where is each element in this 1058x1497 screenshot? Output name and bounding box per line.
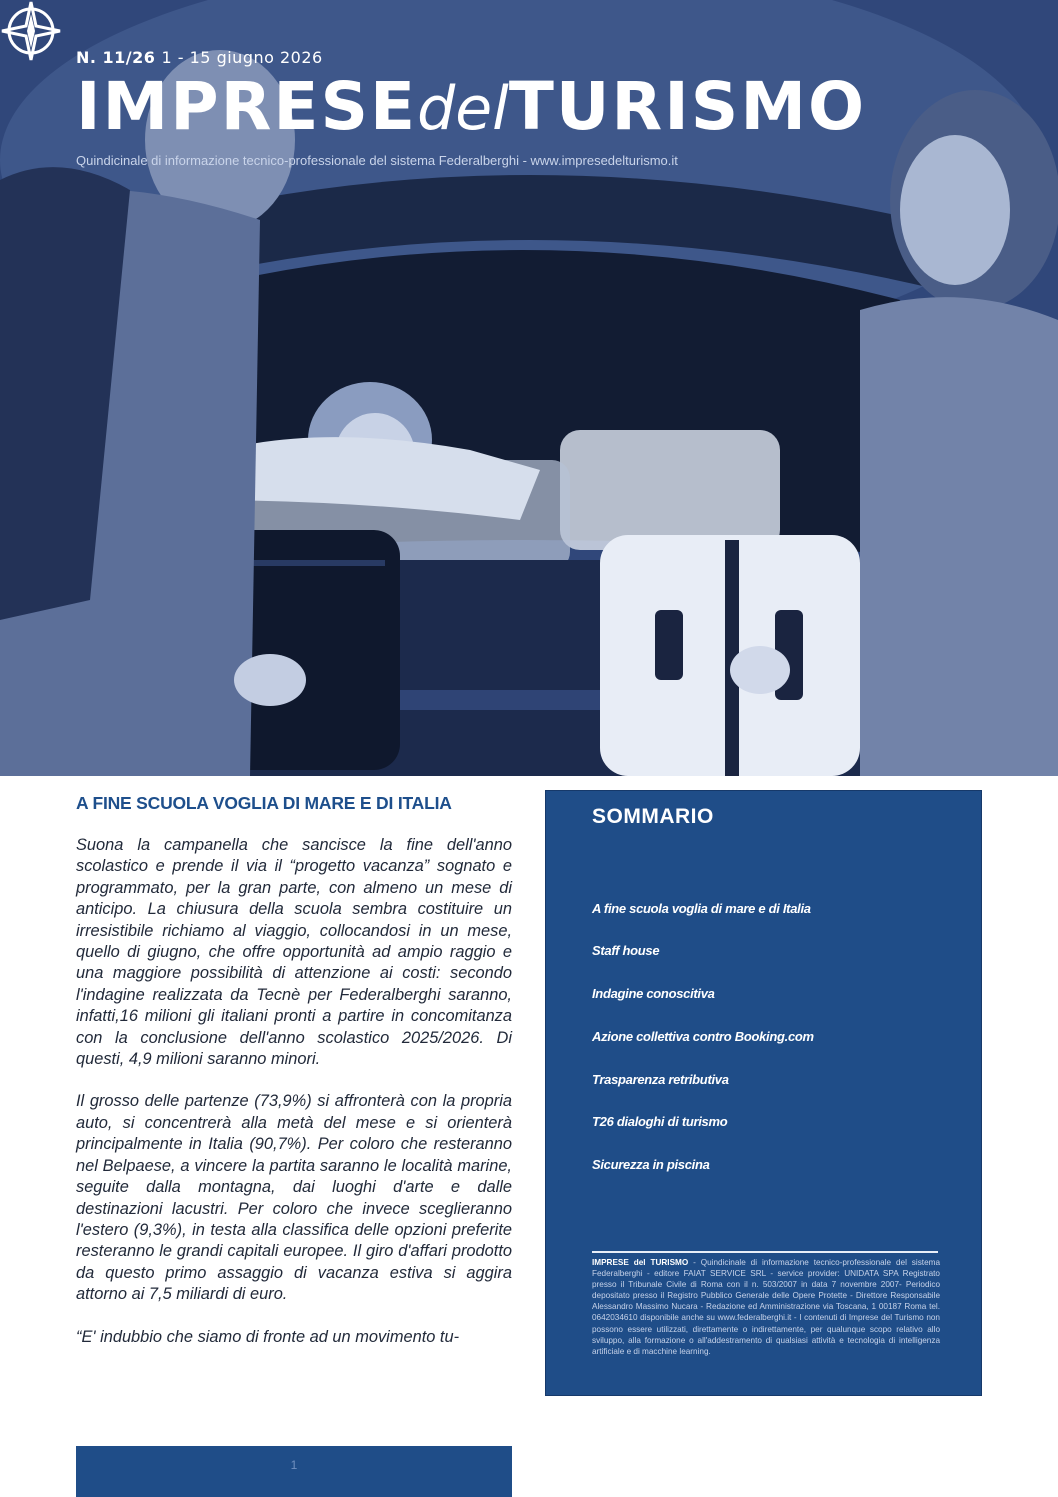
colophon-text: - Quindicinale di informazione tecnico-professionale del sistema Federalberghi - editore FAIAT SERVICE SRL - service provider: UNIDATA SPA Registrato presso il Tribunale Civile di Roma con il n. 503/2007 in data 7 novembre 2007- Periodico depositato presso il Registro Pubblico Generale delle Opere Protette - Direttore Responsabile Alessandro Massimo Nucara - Redazione ed Amministrazione via Toscana, 1 00187 Roma tel. 0642034610 disponibile anche su www.federalberghi.it - I contenuti di Imprese del Turismo non possono essere utilizzati, direttamente o indirettamente, per qualunque scopo relativo allo sviluppo, alla formazione o all'addestramento di qualsiasi attività e tecnologia di intelligenza artificiale e di macchine learning. bbox=[592, 1258, 940, 1356]
issue-info bbox=[76, 48, 323, 67]
issue-number: N. 11/26 bbox=[76, 48, 156, 67]
title-imprese: IMPRESE bbox=[76, 68, 418, 145]
sommario-item[interactable]: Staff house bbox=[592, 943, 660, 958]
article-paragraph: “E' indubbio che siamo di fronte ad un movimento tu- bbox=[76, 1327, 460, 1346]
publication-title bbox=[76, 68, 867, 145]
sommario-panel bbox=[545, 790, 982, 1396]
page-footer-bar bbox=[76, 1446, 512, 1497]
sommario-item[interactable]: Sicurezza in piscina bbox=[592, 1157, 710, 1172]
colophon-lead: IMPRESE del TURISMO bbox=[592, 1258, 689, 1267]
masthead-subtitle: Quindicinale di informazione tecnico-professionale del sistema Federalberghi - www.impresedelturismo.it bbox=[76, 153, 678, 168]
colophon-divider bbox=[592, 1251, 938, 1253]
sommario-item[interactable]: A fine scuola voglia di mare e di Italia bbox=[592, 901, 811, 916]
sommario-item[interactable]: T26 dialoghi di turismo bbox=[592, 1114, 728, 1129]
article-body bbox=[76, 835, 512, 1369]
title-del: del bbox=[417, 74, 509, 144]
sommario-item[interactable]: Indagine conoscitiva bbox=[592, 986, 715, 1001]
issue-dates: 1 - 15 giugno 2026 bbox=[161, 48, 323, 67]
sommario-title: SOMMARIO bbox=[592, 805, 714, 828]
title-turismo: TURISMO bbox=[508, 68, 867, 145]
sommario-item[interactable]: Trasparenza retributiva bbox=[592, 1072, 729, 1087]
colophon bbox=[592, 1257, 940, 1357]
sommario-item[interactable]: Azione collettiva contro Booking.com bbox=[592, 1029, 814, 1044]
compass-emblem-icon bbox=[0, 0, 62, 62]
article-paragraph: Suona la campanella che sancisce la fine dell'anno scolastico e prende il via il “progetto vacanza” sognato e programmato, per la gran parte, con almeno un mese di anticipo. La chiusura della scuola sembra costituire un irresistibile richiamo al viaggio, collocandosi in un mese, quello di giugno, che offre opportunità ad ampio raggio e una maggiore possibilità di attenzione ai costi: secondo l'indagine realizzata da Tecnè per Federalberghi saranno, infatti,16 milioni gli italiani pronti a partire in concomitanza con la conclusione dell'anno scolastico 2025/2026. Di questi, 4,9 milioni saranno minori. bbox=[76, 836, 512, 1069]
article-headline: A FINE SCUOLA VOGLIA DI MARE E DI ITALIA bbox=[76, 793, 452, 813]
article-paragraph: Il grosso delle partenze (73,9%) si affronterà con la propria auto, si concentrerà alla metà del mese e si orienterà principalmente in Italia (90,7%). Per coloro che resteranno nel Belpaese, a vincere la partita saranno le località marine, seguite dalla montagna, dai luoghi d'arte e dalle destinazioni lacustri. Per coloro che invece sceglieranno l'estero (9,3%), in testa alla classifica delle opzioni preferite resteranno le grandi capitali europee. Il giro d'affari prodotto da questo primo assaggio di vacanza estiva si aggira attorno ai 7,5 miliardi di euro. bbox=[76, 1092, 512, 1304]
page-number: 1 bbox=[290, 1458, 298, 1472]
